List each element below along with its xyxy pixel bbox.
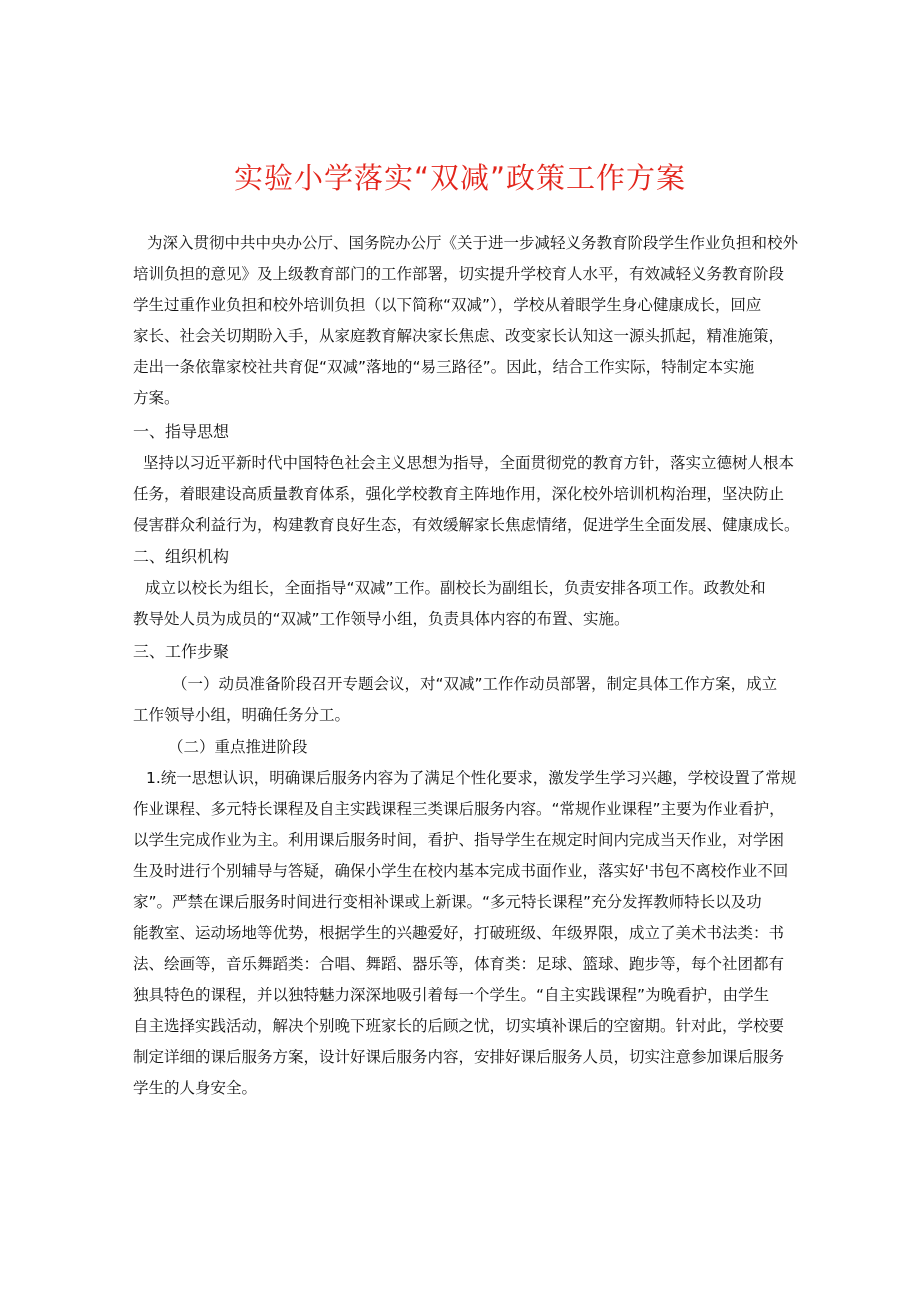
intro-line: 学生过重作业负担和校外培训负担（以下简称“双减”），学校从着眼学生身心健康成长，回应 <box>133 296 762 314</box>
step1-line: 工作领导小组，明确任务分工。 <box>133 706 351 724</box>
section2-line: 成立以校长为组长，全面指导“双减”工作。副校长为副组长，负责安排各项工作。政教处和 <box>145 579 766 597</box>
section2-line: 教导处人员为成员的“双减”工作领导小组，负责具体内容的布置、实施。 <box>133 610 630 628</box>
item1-line: 自主选择实践活动，解决个别晚下班家长的后顾之忧，切实填补课后的空窗期。针对此，学校要 <box>133 1017 785 1035</box>
item1-line: 制定详细的课后服务方案，设计好课后服务内容，安排好课后服务人员，切实注意参加课后服务 <box>133 1048 785 1066</box>
intro-line: 走出一条依靠家校社共育促“双减”落地的“易三路径”。因此，结合工作实际，特制定本实施 <box>133 358 755 376</box>
section1-line: 任务，着眼建设高质量教育体系，强化学校教育主阵地作用，深化校外培训机构治理，坚决防止 <box>133 485 785 503</box>
section-heading: 二、组织机构 <box>133 547 230 566</box>
item1-line: 学生的人身安全。 <box>133 1079 258 1097</box>
item1-line: 生及时进行个别辅导与答疑，确保小学生在校内基本完成书面作业，落实好'书包不离校作业不回 <box>133 862 789 880</box>
item1-line: 作业课程、多元特长课程及自主实践课程三类课后服务内容。“常规作业课程”主要为作业看护， <box>133 800 785 818</box>
item1-line: 1.统一思想认识，明确课后服务内容为了满足个性化要求，激发学生学习兴趣，学校设置了常规 <box>146 769 797 787</box>
section-heading: 一、指导思想 <box>133 422 230 441</box>
intro-line: 为深入贯彻中共中央办公厅、国务院办公厅《关于进一步减轻义务教育阶段学生作业负担和校外 <box>147 234 799 252</box>
intro-line: 方案。 <box>133 389 180 407</box>
item1-line: 能教室、运动场地等优势，根据学生的兴趣爱好，打破班级、年级界限，成立了美术书法类：书 <box>133 924 785 942</box>
step1-line: （一）动员准备阶段召开专题会议，对“双减”工作作动员部署，制定具体工作方案，成立 <box>172 675 778 693</box>
item1-line: 家”。严禁在课后服务时间进行变相补课或上新课。“多元特长课程”充分发挥教师特长以及功 <box>133 893 762 911</box>
section-heading: 三、工作步聚 <box>133 642 230 661</box>
intro-line: 家长、社会关切期盼入手，从家庭教育解决家长焦虑、改变家长认知这一源头抓起，精准施策， <box>133 327 785 345</box>
section1-line: 侵害群众利益行为，构建教育良好生态，有效缓解家长焦虑情绪，促进学生全面发展、健康成长。 <box>133 516 800 534</box>
step2-heading: （二）重点推进阶段 <box>168 738 308 756</box>
item1-line: 以学生完成作业为主。利用课后服务时间，看护、指导学生在规定时间内完成当天作业，对学困 <box>133 831 785 849</box>
section1-line: 坚持以习近平新时代中国特色社会主义思想为指导，全面贯彻党的教育方针，落实立德树人根本 <box>143 454 795 472</box>
item1-line: 法、绘画等，音乐舞蹈类：合唱、舞蹈、器乐等，体育类：足球、篮球、跑步等，每个社团都有 <box>133 955 785 973</box>
document-title: 实验小学落实“双减”政策工作方案 <box>233 161 687 195</box>
item1-line: 独具特色的课程，并以独特魅力深深地吸引着每一个学生。“自主实践课程”为晚看护，由学生 <box>133 986 770 1004</box>
intro-line: 培训负担的意见》及上级教育部门的工作部署，切实提升学校育人水平，有效减轻义务教育阶段 <box>133 265 785 283</box>
